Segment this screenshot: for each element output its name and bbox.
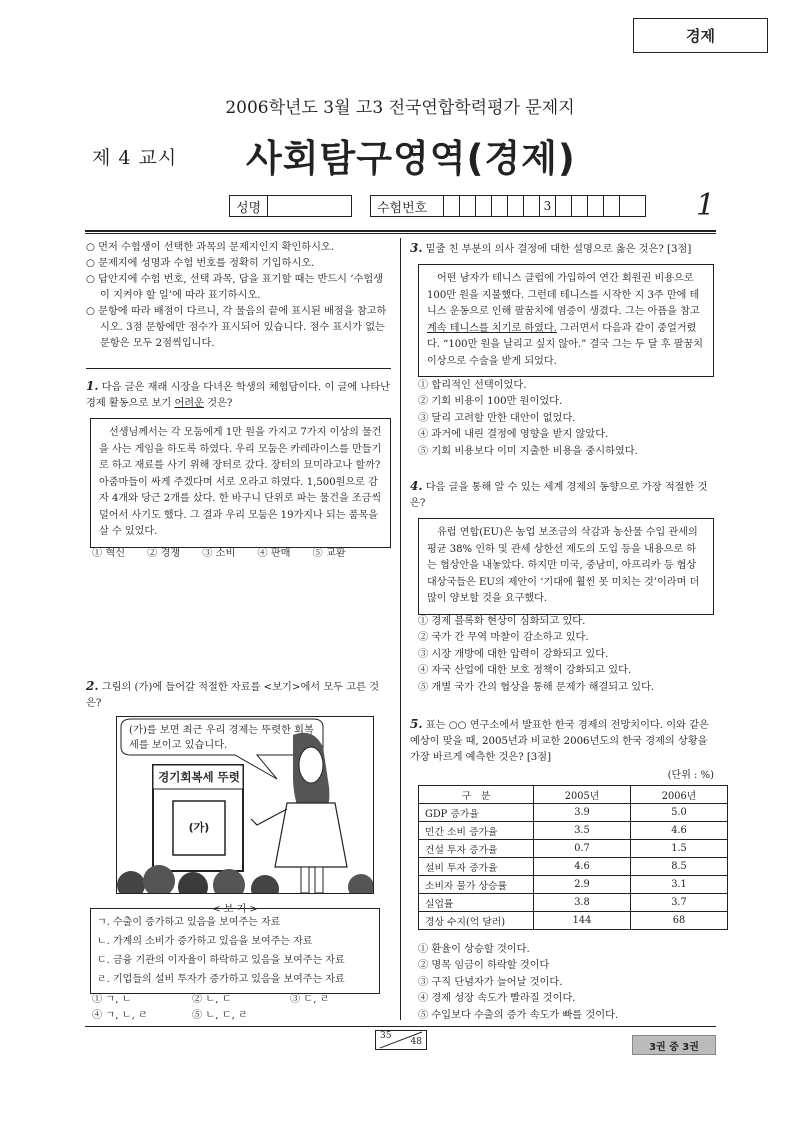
underlined-phrase: 계속 테니스를 치기로 하였다.: [427, 322, 557, 334]
bogi-item: ㄴ. 가계의 소비가 증가하고 있음을 보여주는 자료: [97, 936, 313, 947]
q1-options: [92, 546, 392, 562]
header-rule: [85, 230, 716, 232]
notice-item: ○ 먼저 수험생이 선택한 과목의 문제지인지 확인하시오.: [86, 242, 335, 253]
table-row: 건설 투자 증가율 0.7 1.5: [419, 840, 728, 858]
q4-options: [418, 614, 718, 696]
exam-number-digit: [571, 196, 587, 216]
speech-bubble-text: (가)를 보면 최근 우리 경제는 뚜렷한 회복세를 보이고 있습니다.: [129, 725, 314, 751]
table-row: 경상 수지(억 달러) 144 68: [419, 912, 728, 930]
notice-item: ○ 문제지에 성명과 수험 번호를 정확히 기입하시오.: [86, 258, 315, 269]
option[interactable]: ⑤ ㄴ, ㄷ, ㄹ: [192, 1010, 248, 1022]
table-row: GDP 증가율 3.9 5.0: [419, 804, 728, 822]
notice-rule: [86, 368, 391, 369]
bogi-item: ㄷ. 금융 기관의 이자율이 하락하고 있음을 보여주는 자료: [97, 955, 345, 966]
option[interactable]: ④ 과거에 내린 결정에 영향을 받지 않았다.: [418, 429, 609, 441]
option[interactable]: ④ 경제 성장 속도가 빨라질 것이다.: [418, 993, 576, 1005]
table-header: 2005년: [534, 786, 631, 804]
option[interactable]: ① 합리적인 선택이었다.: [418, 380, 527, 391]
table-row: 민간 소비 증가율 3.5 4.6: [419, 822, 728, 840]
option[interactable]: ③ 소비: [202, 548, 236, 559]
question-stem: 표는 ○○ 연구소에서 발표한 한국 경제의 전망치이다. 이와 같은 예상이 맞을 때, 2005년과 비교한 2006년도의 한국 경제의 상황을 가장 바르게 예측한 것은? [3점]: [410, 720, 709, 763]
exam-number-field[interactable]: [370, 195, 646, 217]
option[interactable]: ② 경쟁: [147, 548, 181, 559]
table-row: 실업률 3.8 3.7: [419, 894, 728, 912]
option[interactable]: ① 환율이 상승할 것이다.: [418, 944, 530, 955]
question-stem: 다음 글을 통해 알 수 있는 세계 경제의 동향으로 가장 적절한 것은?: [410, 482, 708, 509]
exam-number-digits: [443, 196, 635, 216]
exam-number-digit: [523, 196, 539, 216]
option[interactable]: ⑤ 개별 국가 간의 협상을 통해 문제가 해결되고 있다.: [418, 681, 655, 693]
footer-rule: [85, 1026, 716, 1027]
question-stem: 다음 글은 재래 시장을 다녀온 학생의 체험담이다. 이 글에 나타난 경제 활동으로 보기: [86, 382, 391, 409]
option[interactable]: ⑤ 기회 비용보다 이미 지출한 비용을 중시하였다.: [418, 445, 638, 457]
exam-number-digit: 3: [539, 196, 555, 216]
notice-list: [86, 240, 391, 352]
option[interactable]: ⑤ 수입보다 수출의 증가 속도가 빠를 것이다.: [418, 1009, 619, 1021]
exam-number-digit: [459, 196, 475, 216]
illustration: [116, 716, 374, 894]
forecast-table-wrap: [418, 785, 728, 930]
footer-page-counter: [375, 1030, 427, 1050]
question-3: [410, 240, 716, 258]
exam-number-digit: [555, 196, 571, 216]
bogi-item: ㄹ. 기업들의 설비 투자가 증가하고 있음을 보여주는 자료: [97, 974, 345, 985]
page-current: 35: [380, 1031, 392, 1041]
page-number: 1: [696, 188, 716, 223]
column-divider: [400, 238, 401, 1020]
question-number: 1.: [86, 379, 99, 393]
table-row: 설비 투자 증가율 4.6 8.5: [419, 858, 728, 876]
notice-item: ○ 문항에 따라 배점이 다르니, 각 물음의 끝에 표시된 배점을 참고하시오. 3점 문항에만 점수가 표시되어 있습니다. 점수 표시가 없는 문항은 모두 2점씩입니다.: [86, 306, 387, 349]
board-title: 경기회복세 뚜렷: [158, 770, 240, 784]
forecast-table: [418, 785, 728, 930]
board-label: (가): [188, 821, 210, 834]
option[interactable]: ① ㄱ, ㄴ: [92, 994, 132, 1005]
option[interactable]: ② ㄴ, ㄷ: [192, 994, 232, 1005]
exam-number-digit: [443, 196, 459, 216]
bogi-title: < 보 기 >: [212, 904, 258, 915]
exam-number-digit: [603, 196, 619, 216]
option[interactable]: ② 기회 비용이 100만 원이었다.: [418, 396, 563, 408]
q3-options: [418, 378, 718, 460]
q2-options: [92, 992, 392, 1025]
option[interactable]: ③ ㄷ, ㄹ: [290, 994, 330, 1005]
table-row: 소비자 물가 상승률 2.9 3.1: [419, 876, 728, 894]
notice-item: ○ 답안지에 수험 번호, 선택 과목, 답을 표기할 때는 반드시 ‘수험생이 지켜야 할 일’에 따라 표기하시오.: [86, 274, 384, 301]
option[interactable]: ④ ㄱ, ㄴ, ㄹ: [92, 1010, 148, 1022]
name-field[interactable]: [229, 195, 352, 217]
passage-text: 선생님께서는 각 모둠에게 1만 원을 가지고 7가지 이상의 물건을 사는 게임을 하도록 하였다. 우리 모둠은 카레라이스를 만들기로 하고 재료를 사기 위해 장터로 갔다. 장터의 묘미라고나 할까? 아줌마들이 싸게 주겠다며 서로 오라고 하였다. 1,500원으로 감자 4개와 당근 2개를 샀다. 한 바구니 단위로 파는 물건을 조금씩 덜어서 사기도 했다. 그 결과 우리 모둠은 19가지나 되는 품목을 살 수 있었다.: [99, 427, 382, 537]
q4-passage-box: 유럽 연합(EU)은 농업 보조금의 삭감과 농산물 수입 관세의 평균 38% 인하 및 관세 상한선 제도의 도입 등을 내용으로 하는 협상안을 내놓았다. 하지만 미국, 중남미, 아프리카 등 협상 대상국들은 EU의 제안이 ‘기대에 훨씬 못 미치는 것’이라며 더 많이 양보할 것을 요구했다.: [418, 518, 714, 615]
subject-label: 경제: [686, 27, 715, 45]
booklet-badge: 3권 중 3권: [632, 1035, 716, 1055]
bogi-item: ㄱ. 수출이 증가하고 있음을 보여주는 자료: [97, 917, 281, 928]
exam-number-label: 수험번호: [377, 200, 428, 216]
exam-number-digit: [491, 196, 507, 216]
q3-passage-box: 어떤 남자가 테니스 클럽에 가입하여 연간 회원권 비용으로 100만 원을 지불했다. 그런데 테니스를 시작한 지 3주 만에 테니스 운동으로 인해 팔꿈치에 염증이 생겼다. 그는 아픔을 참고 계속 테니스를 치기로 하였다. 그러면서 다음과 같이 중얼거렸다. “100만 원을 날리고 싶지 않아.” 결국 그는 두 달 후 팔꿈치 이상으로 수술을 받게 되었다.: [418, 264, 714, 377]
option[interactable]: ② 국가 간 무역 마찰이 감소하고 있다.: [418, 632, 589, 644]
question-5: [410, 716, 716, 766]
question-4: [410, 478, 716, 512]
bogi-box: [90, 908, 380, 994]
exam-number-digit: [587, 196, 603, 216]
question-stem: 그림의 (가)에 들어갈 적절한 자료를 <보기>에서 모두 고른 것은?: [86, 682, 380, 709]
table-header: 구 분: [419, 786, 534, 804]
question-2: [86, 678, 391, 712]
option[interactable]: ② 명목 임금이 하락할 것이다: [418, 960, 550, 972]
table-header: 2006년: [631, 786, 728, 804]
option[interactable]: ③ 구직 단념자가 늘어날 것이다.: [418, 976, 563, 988]
question-number: 2.: [86, 679, 99, 693]
main-title: 사회탐구영역(경제): [246, 137, 576, 180]
question-number: 4.: [410, 479, 423, 493]
exam-title: 2006학년도 3월 고3 전국연합학력평가 문제지: [225, 98, 575, 118]
unit-label: (단위 : %): [667, 770, 714, 781]
option[interactable]: ⑤ 교환: [312, 548, 346, 559]
option[interactable]: ④ 자국 산업에 대한 보호 정책이 강화되고 있다.: [418, 665, 632, 677]
option[interactable]: ③ 시장 개방에 대한 압력이 강화되고 있다.: [418, 648, 609, 660]
option[interactable]: ① 경제 블록화 현상이 심화되고 있다.: [418, 616, 586, 627]
subject-box: [633, 18, 768, 53]
option[interactable]: ④ 판매: [257, 548, 291, 559]
option[interactable]: ③ 달리 고려할 만한 대안이 없었다.: [418, 412, 576, 424]
exam-number-digit: [507, 196, 523, 216]
header-rule-thin: [85, 233, 716, 234]
period-label: 제 4 교시: [92, 147, 178, 169]
question-number: 3.: [410, 241, 423, 255]
page-total: 48: [410, 1037, 422, 1047]
question-1: 1. 다음 글은 재래 시장을 다녀온 학생의 체험담이다. 이 글에 나타난 경제 활동으로 보기 어려운 것은?: [86, 379, 391, 409]
question-number: 5.: [410, 717, 423, 731]
underlined-word: 어려운: [174, 398, 204, 409]
q1-passage-box: [90, 418, 391, 548]
option[interactable]: ① 혁신: [92, 548, 126, 559]
name-label: 성명: [230, 196, 268, 216]
q5-options: [418, 942, 718, 1024]
question-stem: 밑줄 친 부분의 의사 결정에 대한 설명으로 옳은 것은? [3점]: [422, 244, 692, 255]
exam-number-digit: [619, 196, 635, 216]
exam-number-digit: [475, 196, 491, 216]
